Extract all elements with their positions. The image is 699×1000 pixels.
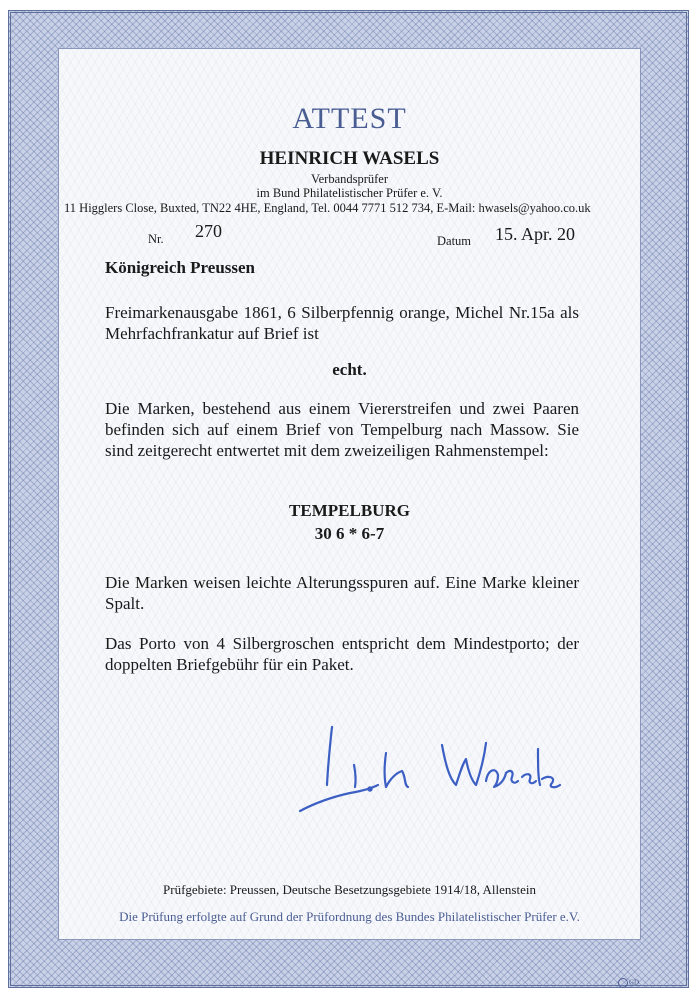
logo-text: GD xyxy=(629,978,640,987)
examination-regulation-note: Die Prüfung erfolgte auf Grund der Prüfordnung des Bundes Philatelistischer Prüfer e.V. xyxy=(119,909,580,924)
examiner-address: 11 Higglers Close, Buxted, TN22 4HE, England, Tel. 0044 7771 512 734, E-Mail: hwasels@yahoo.co.uk xyxy=(64,201,591,215)
stamp-description: Freimarkenausgabe 1861, 6 Silberpfennig orange, Michel Nr.15a als Mehrfachfrankatur auf Brief ist xyxy=(105,303,579,343)
country-heading: Königreich Preussen xyxy=(105,258,256,277)
certificate-number: 270 xyxy=(195,221,222,241)
examiner-association: im Bund Philatelistischer Prüfer e. V. xyxy=(256,186,443,200)
examination-areas: Prüfgebiete: Preussen, Deutsche Besetzungsgebiete 1914/18, Allenstein xyxy=(163,882,536,897)
verdict: echt. xyxy=(332,360,367,379)
handwritten-signature xyxy=(270,715,570,825)
certificate-date: 15. Apr. 20 xyxy=(495,224,576,244)
examiner-role: Verbandsprüfer xyxy=(310,172,389,186)
postmark-line-1: TEMPELBURG xyxy=(289,501,410,520)
cover-description: Die Marken, bestehend aus einem Viererstreifen und zwei Paaren befinden sich auf einem Brief von Tempelburg nach Massow. Sie sind zeitgerecht entwertet mit dem zweizeiligen Rahmenstempel: xyxy=(105,399,579,460)
postmark-line-2: 30 6 * 6-7 xyxy=(314,524,385,543)
date-label: Datum xyxy=(437,234,472,248)
examiner-name: HEINRICH WASELS xyxy=(259,148,440,169)
postage-note: Das Porto von 4 Silbergroschen entspricht dem Mindestporto; der doppelten Briefgebühr für ein Paket. xyxy=(105,634,579,674)
certificate-number-label: Nr. xyxy=(148,232,164,246)
condition-note: Die Marken weisen leichte Alterungsspuren auf. Eine Marke kleiner Spalt. xyxy=(105,573,579,613)
publisher-logo xyxy=(618,978,639,988)
certificate-title: ATTEST xyxy=(292,102,407,135)
logo-circle-icon xyxy=(618,978,628,988)
